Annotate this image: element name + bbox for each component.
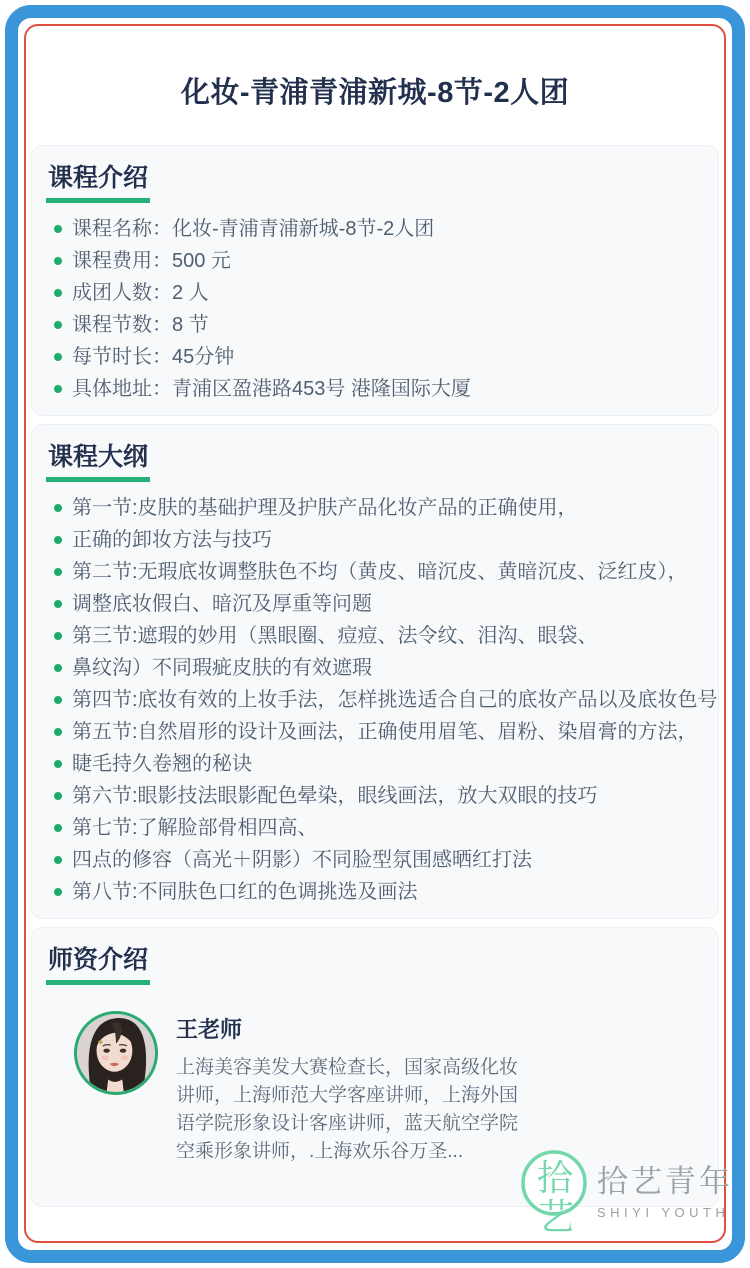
list-item xyxy=(46,277,698,309)
brand-name-cn: 拾艺青年 xyxy=(597,1164,733,1199)
list-item-text: 四点的修容（高光＋阴影）不同脸型氛围感晒红打法 xyxy=(72,849,532,871)
list-item-text: 第七节:了解脸部骨相四高、 xyxy=(72,817,318,839)
list-item-text: 课程节数：8 节 xyxy=(72,314,209,336)
bullet-dot-icon xyxy=(54,353,62,361)
section-title-course-outline: 课程大纲 xyxy=(46,437,150,482)
list-item-text: 第三节:遮瑕的妙用（黑眼圈、痘痘、法令纹、泪沟、眼袋、 xyxy=(72,625,598,647)
bullet-dot-icon xyxy=(54,257,62,265)
list-item xyxy=(46,373,698,405)
teacher-avatar xyxy=(74,1011,158,1095)
list-item xyxy=(46,341,698,373)
course-intro-list xyxy=(46,213,698,405)
bullet-dot-icon xyxy=(54,792,62,800)
list-item xyxy=(46,309,698,341)
teacher-portrait-illustration xyxy=(77,1014,155,1092)
list-item xyxy=(46,588,698,620)
bullet-dot-icon xyxy=(54,536,62,544)
course-outline-list xyxy=(46,492,718,908)
list-item xyxy=(46,748,698,780)
list-item-text: 第一节:皮肤的基础护理及护肤产品化妆产品的正确使用， xyxy=(72,497,578,519)
bullet-dot-icon xyxy=(54,632,62,640)
brand-watermark xyxy=(519,1143,733,1243)
list-item xyxy=(46,245,698,277)
list-item-text: 课程费用：500 元 xyxy=(72,250,231,272)
list-item-text: 成团人数：2 人 xyxy=(72,282,209,304)
list-item xyxy=(46,780,698,812)
list-item-text: 第五节:自然眉形的设计及画法，正确使用眉笔、眉粉、染眉膏的方法， xyxy=(72,721,698,743)
brand-text xyxy=(597,1156,733,1243)
section-course-intro xyxy=(31,145,719,416)
bullet-dot-icon xyxy=(54,760,62,768)
list-item xyxy=(46,684,718,716)
bullet-dot-icon xyxy=(54,568,62,576)
list-item xyxy=(46,652,698,684)
list-item-text: 第六节:眼影技法眼影配色晕染，眼线画法，放大双眼的技巧 xyxy=(72,785,598,807)
teacher-name: 王老师 xyxy=(176,1017,243,1042)
list-item xyxy=(46,716,698,748)
list-item xyxy=(46,844,698,876)
list-item xyxy=(46,492,698,524)
bullet-dot-icon xyxy=(54,504,62,512)
teacher-bio: 上海美容美发大赛检查长，国家高级化妆讲师，上海师范大学客座讲师，上海外国语学院形象设计客座讲师，蓝天航空学院空乘形象讲师，.上海欢乐谷万圣... xyxy=(176,1057,519,1162)
list-item-text: 第四节:底妆有效的上妆手法，怎样挑选适合自己的底妆产品以及底妆色号 xyxy=(72,689,718,711)
list-item-text: 第二节:无瑕底妆调整肤色不均（黄皮、暗沉皮、黄暗沉皮、泛红皮）， xyxy=(72,561,688,583)
svg-text:艺: 艺 xyxy=(537,1196,575,1237)
bullet-dot-icon xyxy=(54,385,62,393)
list-item xyxy=(46,876,698,908)
bullet-dot-icon xyxy=(54,600,62,608)
section-title-course-intro: 课程介绍 xyxy=(46,158,150,203)
bullet-dot-icon xyxy=(54,321,62,329)
list-item-text: 每节时长：45分钟 xyxy=(72,346,235,368)
bullet-dot-icon xyxy=(54,888,62,896)
list-item xyxy=(46,556,698,588)
bullet-dot-icon xyxy=(54,289,62,297)
list-item-text: 正确的卸妆方法与技巧 xyxy=(72,529,272,551)
bullet-dot-icon xyxy=(54,728,62,736)
page-title: 化妆-青浦青浦新城-8节-2人团 xyxy=(180,77,570,109)
bullet-dot-icon xyxy=(54,856,62,864)
poster-content xyxy=(26,26,724,1241)
list-item-text: 第八节:不同肤色口红的色调挑选及画法 xyxy=(72,881,418,903)
bullet-dot-icon xyxy=(54,664,62,672)
brand-logo-icon xyxy=(519,1143,589,1243)
list-item xyxy=(46,812,698,844)
brand-name-en: SHIYI YOUTH xyxy=(597,1205,730,1220)
list-item-text: 调整底妆假白、暗沉及厚重等问题 xyxy=(72,593,372,615)
teacher-info xyxy=(176,1013,532,1166)
list-item-text: 睫毛持久卷翘的秘诀 xyxy=(72,753,252,775)
svg-text:拾: 拾 xyxy=(536,1157,574,1198)
bullet-dot-icon xyxy=(54,696,62,704)
list-item xyxy=(46,213,698,245)
list-item-text: 具体地址：青浦区盈港路453号 港隆国际大厦 xyxy=(72,378,471,400)
list-item xyxy=(46,620,698,652)
section-title-teacher: 师资介绍 xyxy=(46,940,150,985)
list-item xyxy=(46,524,698,556)
list-item-text: 课程名称：化妆-青浦青浦新城-8节-2人团 xyxy=(72,218,435,240)
section-course-outline xyxy=(31,424,719,919)
bullet-dot-icon xyxy=(54,225,62,233)
bullet-dot-icon xyxy=(54,824,62,832)
list-item-text: 鼻纹沟）不同瑕疵皮肤的有效遮瑕 xyxy=(72,657,372,679)
